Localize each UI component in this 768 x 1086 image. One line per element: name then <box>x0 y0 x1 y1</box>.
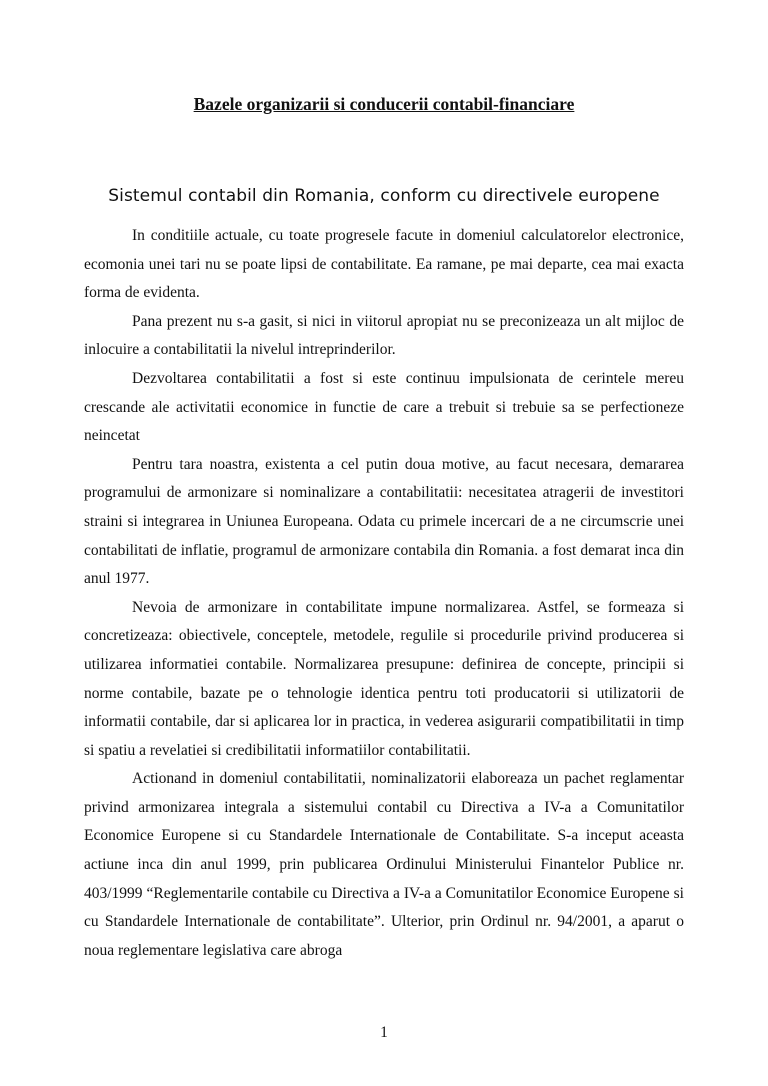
document-title: Bazele organizarii si conducerii contabil-financiare <box>193 94 575 114</box>
body-text <box>84 222 684 965</box>
paragraph: In conditiile actuale, cu toate progresele facute in domeniul calculatorelor electronice, ecomonia unei tari nu se poate lipsi de contabilitate. Ea ramane, pe mai departe, cea mai exacta forma de evidenta. <box>84 227 684 302</box>
page-number: 1 <box>380 1024 388 1041</box>
section-heading: Sistemul contabil din Romania, conform cu directivele europene <box>108 186 660 206</box>
paragraph: Actionand in domeniul contabilitatii, nominalizatorii elaboreaza un pachet reglamentar privind armonizarea integrala a sistemului contabil cu Directiva a IV-a a Comunitatilor Economice Europene si cu Standardele Internationale de Contabilitate. S-a inceput aceasta actiune inca din anul 1999, prin publicarea Ordinului Ministerului Finantelor Publice nr. 403/1999 “Reglementarile contabile cu Directiva a IV-a a Comunitatilor Economice Europene si cu Standardele Internationale de contabilitate”. Ulterior, prin Ordinul nr. 94/2001, a aparut o noua reglementare legislativa care abroga <box>84 770 684 959</box>
paragraph: Nevoia de armonizare in contabilitate impune normalizarea. Astfel, se formeaza si concretizeaza: obiectivele, conceptele, metodele, regulile si procedurile privind producerea si utilizarea informatiei contabile. Normalizarea presupune: definirea de concepte, principii si norme contabile, bazate pe o tehnologie identica pentru toti producatorii si utilizatorii de informatii contabile, dar si aplicarea lor in practica, in vederea asigurarii compatibilitatii in timp si spatiu a revelatiei si credibilitatii informatiilor contabilitatii. <box>84 598 684 759</box>
paragraph: Pentru tara noastra, existenta a cel putin doua motive, au facut necesara, demararea programului de armonizare si nominalizare a contabilitatii: necesitatea atragerii de investitori straini si integrarea in Uniunea Europeana. Odata cu primele incercari de a ne circumscrie unei contabilitati de inflatie, programul de armonizare contabila din Romania. a fost demarat inca din anul 1977. <box>84 455 684 588</box>
paragraph: Pana prezent nu s-a gasit, si nici in viitorul apropiat nu se preconizeaza un alt mijloc de inlocuire a contabilitatii la nivelul intreprinderilor. <box>84 312 684 359</box>
paragraph: Dezvoltarea contabilitatii a fost si este continuu impulsionata de cerintele mereu crescande ale activitatii economice in functie de care a trebuit si trebuie sa se perfectioneze neincetat <box>84 369 684 445</box>
